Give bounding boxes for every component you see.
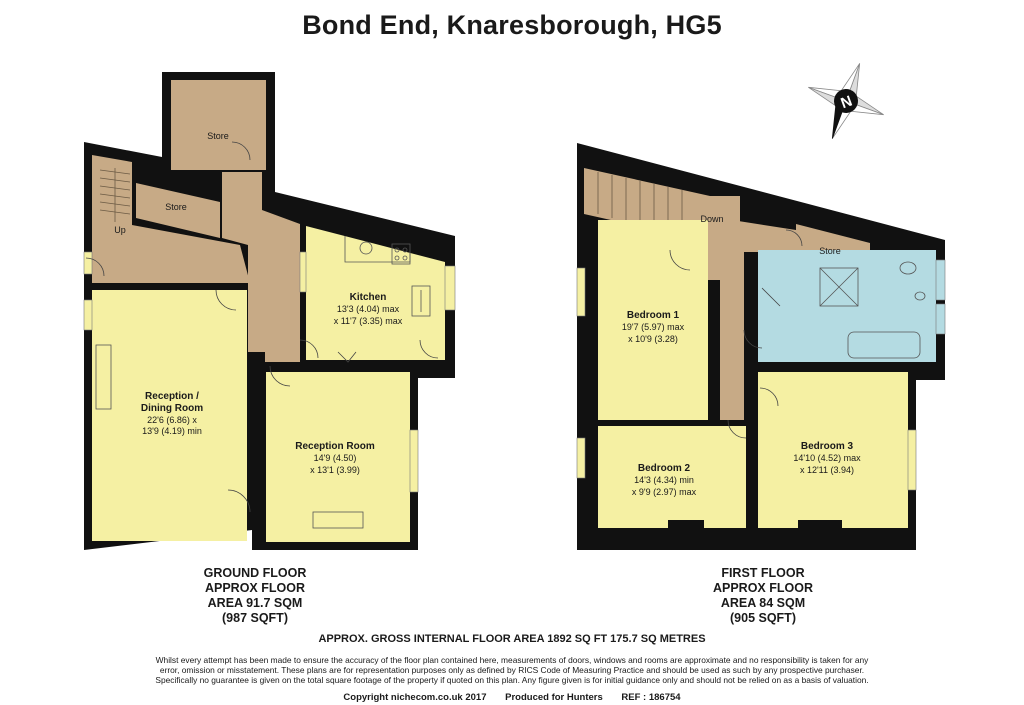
first-store-label: Store: [819, 246, 841, 256]
footer-produced: Produced for Hunters: [505, 692, 603, 703]
disclaimer: [110, 655, 914, 686]
ground-floor-caption-line: (987 SQFT): [222, 611, 288, 625]
footer-copyright: Copyright nichecom.co.uk 2017: [343, 692, 487, 703]
bedroom-3-name: Bedroom 3: [800, 441, 854, 452]
store-top-recess: [171, 80, 221, 100]
kitchen-dim-2: x 11'7 (3.35) max: [333, 316, 403, 326]
bedroom-2-dim-2: x 9'9 (2.97) max: [631, 487, 697, 497]
first-floor-caption-line: FIRST FLOOR: [721, 566, 805, 580]
first-floor-caption: [683, 566, 843, 626]
stair-up-label: Up: [114, 225, 126, 235]
footer-ref: REF : 186754: [621, 692, 681, 703]
footer: [0, 692, 1024, 703]
bedroom-2-dim-1: 14'3 (4.34) min: [634, 475, 694, 485]
ground-floor-caption-line: AREA 91.7 SQM: [207, 596, 303, 610]
reception-dining-name-1: Reception /: [145, 391, 199, 402]
first-floor-caption-line: (905 SQFT): [730, 611, 796, 625]
disclaimer-line: Whilst every attempt has been made to ensure the accuracy of the floor plan contained here, measurements of doors, windows and rooms are approximate and no responsibility is taken for any: [155, 655, 869, 665]
reception-dining-name-2: Dining Room: [140, 403, 204, 414]
first-floor-plan: [577, 143, 945, 550]
bedroom-2-chimney: [668, 520, 704, 530]
disclaimer-line: Specifically no guarantee is given on the total square footage of the property if quoted on this plan. Any figure given is for initial guidance only and should not be relied on as a basis of valuation.: [155, 675, 869, 686]
reception-room-name: Reception Room: [295, 441, 375, 452]
ground-floor-caption-line: APPROX FLOOR: [204, 581, 305, 595]
page-title: Bond End, Knaresborough, HG5: [302, 10, 722, 40]
reception-dining-dim-1: 22'6 (6.86) x: [147, 415, 197, 425]
bedroom-3-chimney: [798, 520, 842, 530]
bedroom-1-dim-1: 19'7 (5.97) max: [621, 322, 685, 332]
bedroom-3-dim-1: 14'10 (4.52) max: [793, 453, 861, 463]
kitchen-name: Kitchen: [349, 292, 387, 303]
gross-area: APPROX. GROSS INTERNAL FLOOR AREA 1892 SQ FT 175.7 SQ METRES: [318, 633, 706, 645]
bedroom-1-dim-2: x 10'9 (3.28): [628, 334, 678, 344]
reception-dining-dim-2: 13'9 (4.19) min: [142, 426, 202, 436]
first-floor-caption-line: AREA 84 SQM: [720, 596, 806, 610]
bedroom-2-name: Bedroom 2: [637, 463, 691, 474]
ground-floor-plan: [84, 72, 455, 550]
bedroom-1-chimney: [588, 330, 598, 380]
bedroom-1-name: Bedroom 1: [626, 310, 680, 321]
store-mid-label: Store: [165, 202, 187, 212]
ground-floor-caption: [175, 566, 335, 626]
first-floor-caption-line: APPROX FLOOR: [712, 581, 813, 595]
reception-room-dim-1: 14'9 (4.50): [313, 453, 357, 463]
reception-room-dim-2: x 13'1 (3.99): [310, 465, 360, 475]
ground-floor-caption-line: GROUND FLOOR: [203, 566, 307, 580]
compass-n-label: N: [838, 92, 855, 113]
disclaimer-line: error, omission or misstatement. These plans are for representation purposes only as defined by RICS Code of Measuring Practice and should be used as such by any prospective purchaser.: [159, 665, 865, 676]
store-top-label: Store: [207, 131, 229, 141]
bedroom-3-dim-2: x 12'11 (3.94): [799, 465, 855, 475]
stair-down-label: Down: [700, 214, 724, 224]
kitchen-dim-1: 13'3 (4.04) max: [336, 304, 400, 314]
